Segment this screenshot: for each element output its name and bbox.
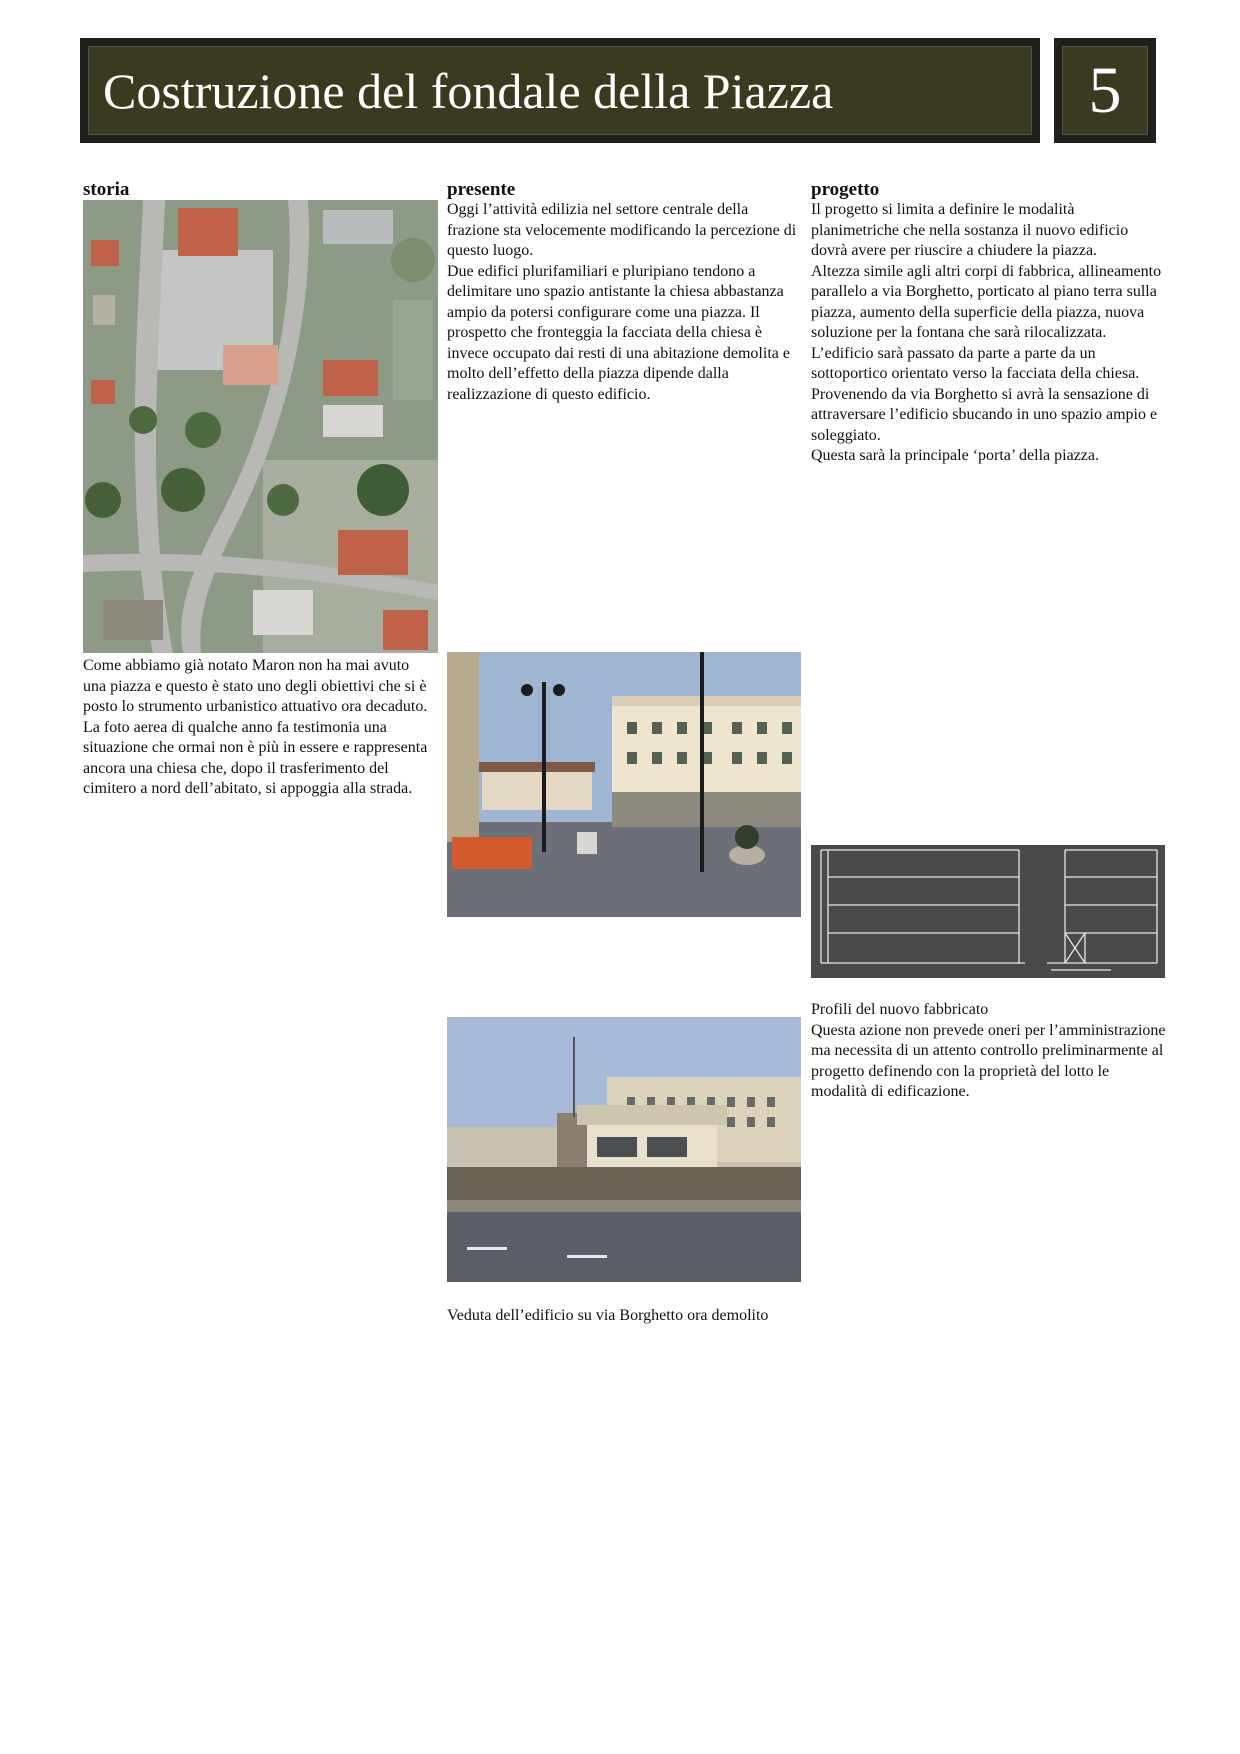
presente-paragraph: Due edifici plurifamiliari e pluripiano tendono a delimitare uno spazio antistante la chiesa abbastanza ampio da potersi configurare come una piazza. Il prospetto che fronteggia la facciata della chiesa è invece occupato dai resti di una abitazione demolita e molto dell’effetto della piazza dipende dalla realizzazione di questo edificio. bbox=[447, 262, 790, 403]
heading-progetto: progetto bbox=[811, 179, 880, 200]
storia-text bbox=[83, 656, 433, 800]
title-panel bbox=[88, 46, 1032, 135]
title-banner bbox=[80, 38, 1040, 143]
progetto-paragraph: Altezza simile agli altri corpi di fabbrica, allineamento parallelo a via Borghetto, porticato al piano terra sulla piazza, aumento della superficie della piazza, nuova soluzione per la fontana che sarà rilocalizzata. bbox=[811, 262, 1162, 341]
demolished-building-photo bbox=[447, 1017, 801, 1282]
heading-presente: presente bbox=[447, 179, 516, 200]
storia-paragraph: La foto aerea di qualche anno fa testimonia una situazione che ormai non è più in essere e rappresenta ancora una chiesa che, dopo il trasferimento del cimitero a nord dell’abitato, si appoggia alla strada. bbox=[83, 718, 428, 797]
page-number-panel bbox=[1062, 46, 1148, 135]
profile-caption-title: Profili del nuovo fabbricato bbox=[811, 1001, 989, 1018]
building-profile-drawing bbox=[811, 845, 1165, 978]
progetto-paragraph: Il progetto si limita a definire le modalità planimetriche che nella sostanza il nuovo edificio dovrà avere per riuscire a chiudere la piazza. bbox=[811, 201, 1129, 259]
aerial-photo bbox=[83, 200, 438, 653]
profile-caption-text: Questa azione non prevede oneri per l’amministrazione ma necessita di un attento controllo preliminarmente al progetto definendo con la proprietà del lotto le modalità di edificazione. bbox=[811, 1021, 1166, 1100]
progetto-paragraph: L’edificio sarà passato da parte a parte da un sottoportico orientato verso la facciata della chiesa. Provenendo da via Borghetto si avrà la sensazione di attraversare l’edificio sbucando in uno spazio ampio e soleggiato. bbox=[811, 344, 1158, 444]
piazza-photo bbox=[447, 652, 801, 917]
progetto-paragraph: Questa sarà la principale ‘porta’ della piazza. bbox=[811, 447, 1099, 464]
presente-paragraph: Oggi l’attività edilizia nel settore centrale della frazione sta velocemente modificando la percezione di questo luogo. bbox=[447, 201, 797, 259]
presente-text bbox=[447, 200, 799, 405]
storia-paragraph: Come abbiamo già notato Maron non ha mai avuto una piazza e questo è stato uno degli obiettivi che si è posto lo strumento urbanistico attuativo ora decaduto. bbox=[83, 657, 428, 715]
heading-storia: storia bbox=[83, 179, 130, 200]
page-number: 5 bbox=[1088, 53, 1122, 127]
building-photo-caption: Veduta dell’edificio su via Borghetto ora demolito bbox=[447, 1307, 769, 1324]
page-number-box bbox=[1054, 38, 1156, 143]
profile-caption bbox=[811, 1000, 1166, 1103]
page-title: Costruzione del fondale della Piazza bbox=[103, 62, 834, 119]
progetto-text bbox=[811, 200, 1166, 467]
